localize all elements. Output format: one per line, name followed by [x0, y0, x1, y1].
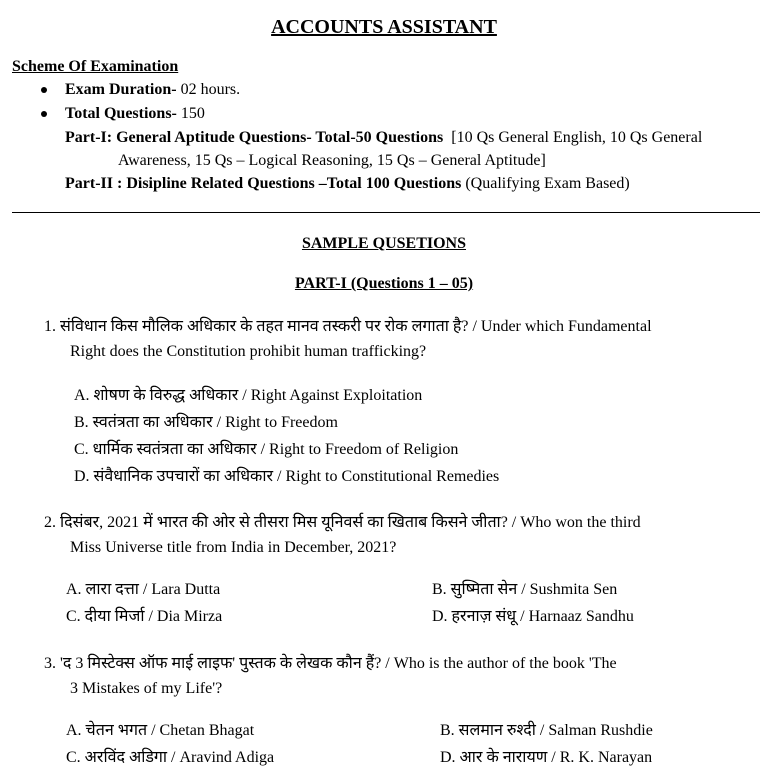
scheme-heading: Scheme Of Examination — [12, 58, 179, 75]
questions-label: Total Questions- — [65, 105, 177, 122]
divider — [12, 212, 760, 213]
part2-detail: (Qualifying Exam Based) — [461, 175, 630, 192]
part2-label: Part-II : Disipline Related Questions –Total 100 Questions — [65, 175, 462, 192]
question-3-option-c: C. अरविंद अडिगा / Aravind Adiga — [66, 749, 275, 766]
question-2-text: 2. दिसंबर, 2021 में भारत की ओर से तीसरा मिस यूनिवर्स का खिताब किसने जीता? / Who won the third — [44, 514, 641, 531]
question-3-option-b: B. सलमान रुश्दी / Salman Rushdie — [440, 722, 653, 739]
part-heading: PART-I (Questions 1 – 05) — [294, 275, 474, 292]
duration-value: 02 hours. — [176, 81, 241, 98]
question-1-option-c: C. धार्मिक स्वतंत्रता का अधिकार / Right to Freedom of Religion — [74, 441, 459, 458]
questions-value: 150 — [176, 105, 205, 122]
exam-duration — [65, 80, 240, 100]
part1-line — [65, 128, 702, 148]
part1-detail-continued: Awareness, 15 Qs – Logical Reasoning, 15 Qs – General Aptitude] — [118, 152, 546, 169]
duration-label: Exam Duration- — [65, 81, 177, 98]
question-1-text-continued: Right does the Constitution prohibit human trafficking? — [70, 343, 427, 360]
question-3-text: 3. 'द 3 मिस्टेक्स ऑफ माई लाइफ' पुस्तक के लेखक कौन हैं? / Who is the author of the book 'The — [44, 655, 617, 672]
page-title: ACCOUNTS ASSISTANT — [271, 16, 497, 38]
question-2-text-continued: Miss Universe title from India in December, 2021? — [70, 539, 397, 556]
question-3-option-d: D. आर के नारायण / R. K. Narayan — [440, 749, 653, 766]
sample-heading: SAMPLE QUSETIONS — [301, 235, 467, 252]
part1-detail: [10 Qs General English, 10 Qs General — [451, 129, 703, 146]
question-1-text: 1. संविधान किस मौलिक अधिकार के तहत मानव तस्करी पर रोक लगाता है? / Under which Fundamental — [44, 318, 652, 335]
question-1-option-d: D. संवैधानिक उपचारों का अधिकार / Right to Constitutional Remedies — [74, 468, 500, 485]
question-2-option-a: A. लारा दत्ता / Lara Dutta — [66, 581, 221, 598]
question-2-option-d: D. हरनाज़ संधू / Harnaaz Sandhu — [432, 608, 634, 625]
question-2-option-b: B. सुष्मिता सेन / Sushmita Sen — [432, 581, 618, 598]
bullet-icon — [41, 87, 47, 93]
question-1-option-b: B. स्वतंत्रता का अधिकार / Right to Freedom — [74, 414, 338, 431]
part1-label: Part-I: General Aptitude Questions- Total-50 Questions — [65, 129, 444, 146]
part2-line — [65, 174, 630, 194]
bullet-icon — [41, 111, 47, 117]
total-questions — [65, 104, 205, 124]
question-3-option-a: A. चेतन भगत / Chetan Bhagat — [66, 722, 255, 739]
question-3-text-continued: 3 Mistakes of my Life'? — [70, 680, 223, 697]
question-2-option-c: C. दीया मिर्जा / Dia Mirza — [66, 608, 223, 625]
question-1-option-a: A. शोषण के विरुद्ध अधिकार / Right Against Exploitation — [74, 387, 423, 404]
